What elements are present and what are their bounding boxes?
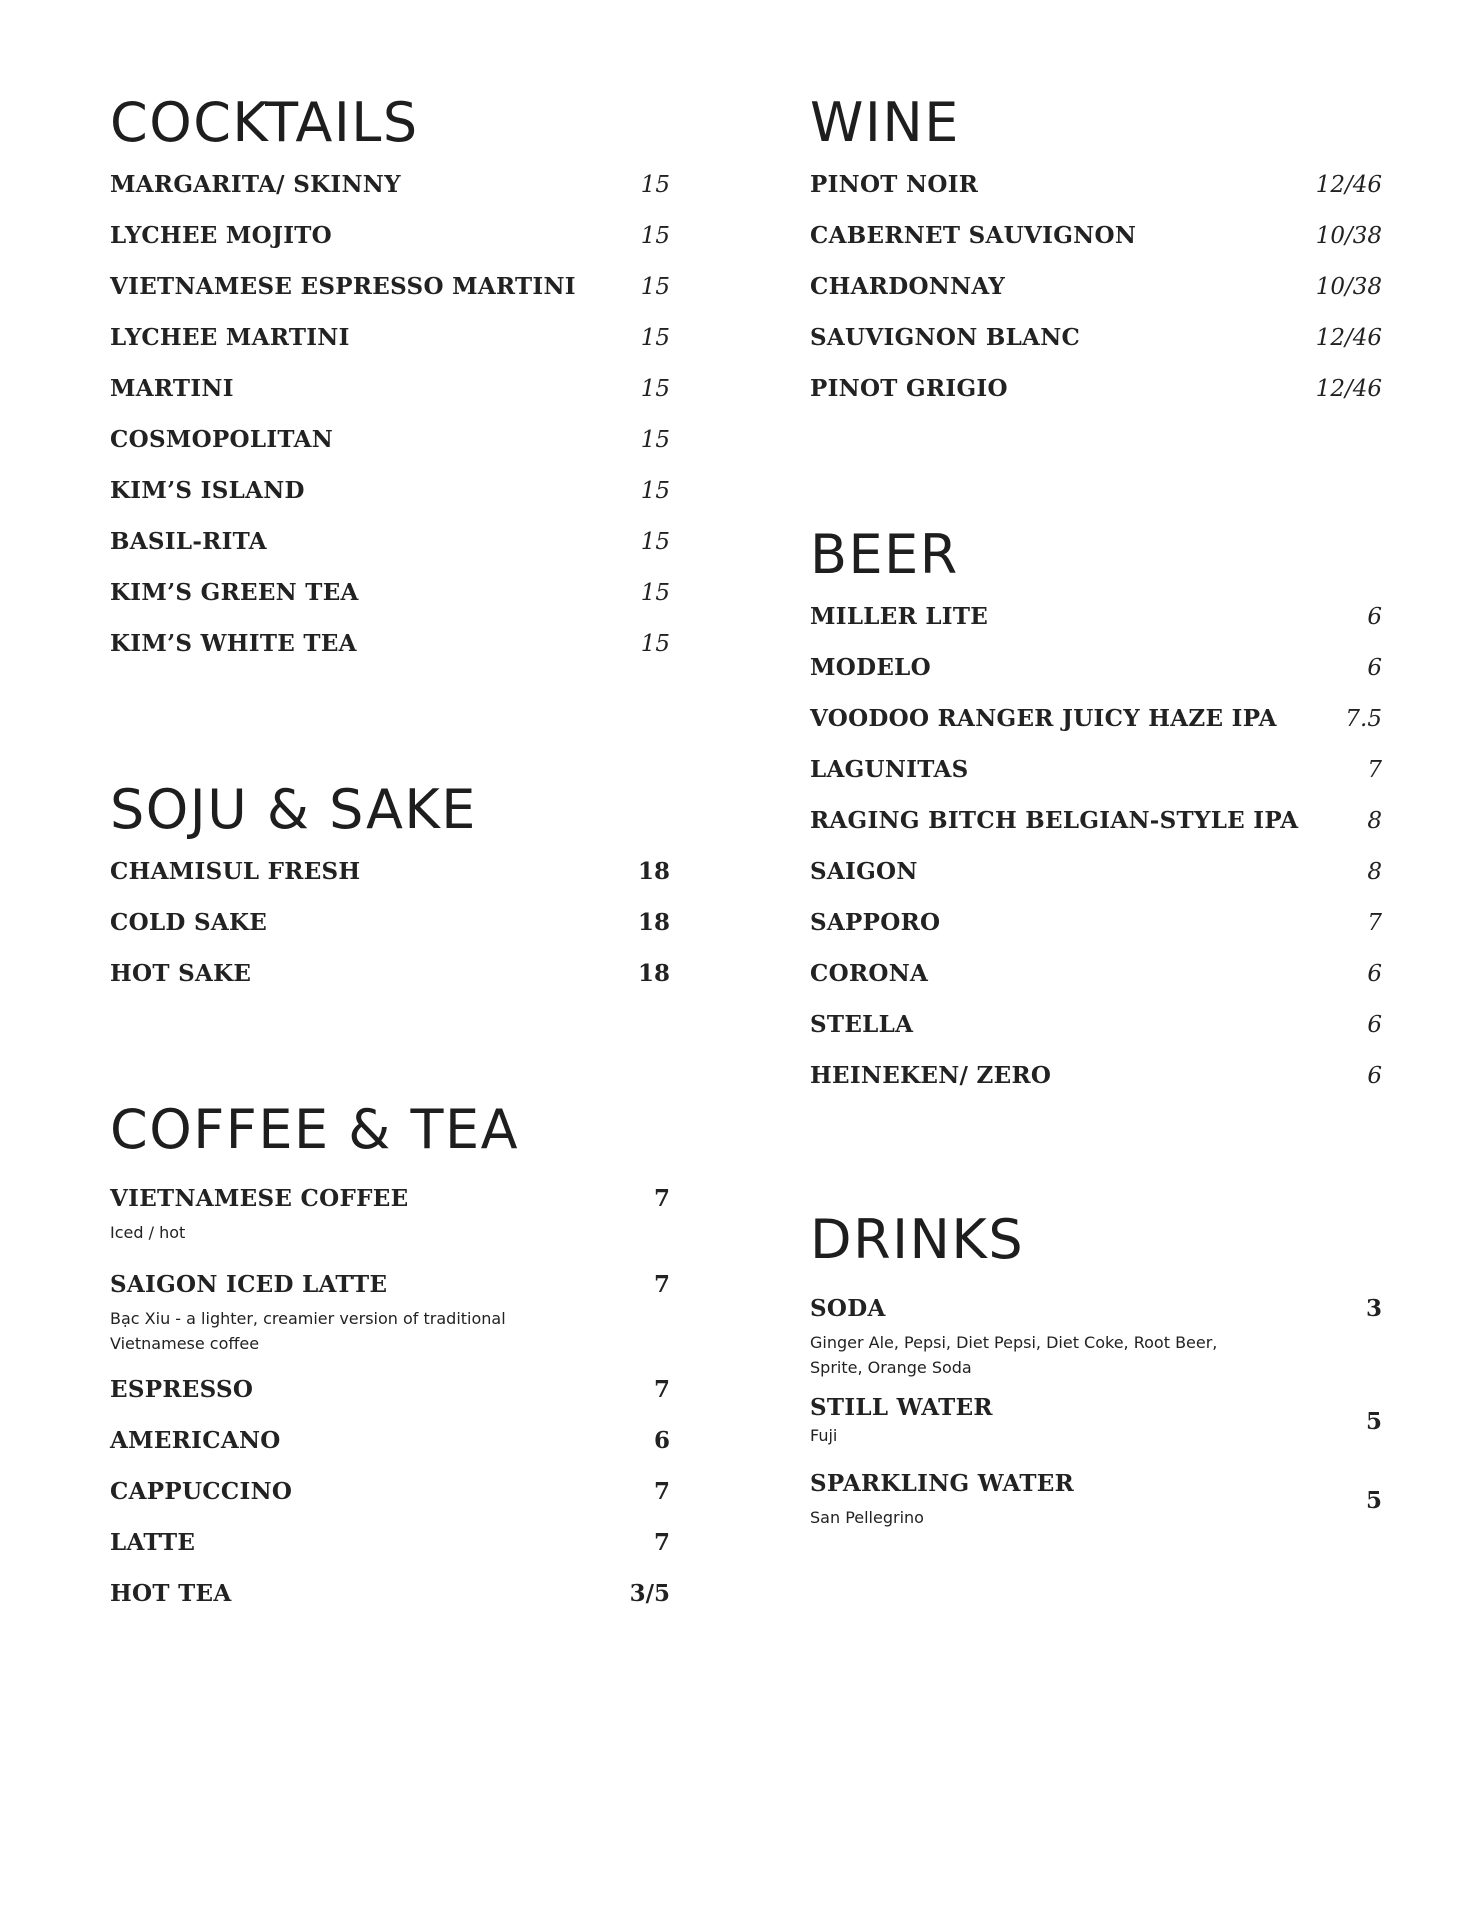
item-price: 15 xyxy=(640,580,670,606)
item-name: LAGUNITAS xyxy=(810,756,969,783)
item-price: 18 xyxy=(637,909,670,936)
section-title: BEER xyxy=(810,523,959,586)
item-name: AMERICANO xyxy=(110,1427,281,1454)
menu-item xyxy=(110,1580,670,1631)
menu-item xyxy=(110,477,670,528)
item-price: 7.5 xyxy=(1345,706,1382,732)
item-name: SPARKLING WATER xyxy=(810,1470,1074,1497)
menu-item xyxy=(810,654,1382,705)
menu-item xyxy=(810,858,1382,909)
item-name: VIETNAMESE ESPRESSO MARTINI xyxy=(110,273,576,300)
item-price: 6 xyxy=(1367,961,1382,987)
item-name: STILL WATER xyxy=(810,1394,993,1421)
section-title: DRINKS xyxy=(810,1208,1025,1271)
item-name: CHARDONNAY xyxy=(810,273,1006,300)
item-price: 5 xyxy=(1365,1486,1382,1514)
item-price: 15 xyxy=(640,172,670,198)
section-title: COFFEE & TEA xyxy=(110,1098,520,1161)
coffee-tea-section xyxy=(110,1098,670,1631)
item-name: HOT SAKE xyxy=(110,960,252,987)
menu-item xyxy=(810,1470,1382,1530)
item-price: 15 xyxy=(640,478,670,504)
item-name: SAUVIGNON BLANC xyxy=(810,324,1081,351)
item-name: SAIGON xyxy=(810,858,918,885)
menu-item xyxy=(110,1376,670,1427)
menu-item xyxy=(110,426,670,477)
item-price: 7 xyxy=(653,1376,670,1403)
item-price: 6 xyxy=(1367,604,1382,630)
item-price: 15 xyxy=(640,274,670,300)
menu-item xyxy=(810,1394,1382,1448)
item-name: MARGARITA/ SKINNY xyxy=(110,171,401,198)
item-price: 15 xyxy=(640,376,670,402)
item-name: COSMOPOLITAN xyxy=(110,426,334,453)
item-price: 6 xyxy=(1367,1012,1382,1038)
menu-item xyxy=(810,909,1382,960)
item-price: 18 xyxy=(637,858,670,885)
item-price: 3/5 xyxy=(629,1580,670,1607)
menu-item xyxy=(810,1062,1382,1113)
menu-item xyxy=(110,171,670,222)
item-name: SAPPORO xyxy=(810,909,941,936)
item-name: CABERNET SAUVIGNON xyxy=(810,222,1137,249)
item-name: KIM’S GREEN TEA xyxy=(110,579,359,606)
item-price: 8 xyxy=(1367,859,1382,885)
item-name: SAIGON ICED LATTE xyxy=(110,1271,388,1298)
item-price: 7 xyxy=(653,1478,670,1505)
item-name: HOT TEA xyxy=(110,1580,232,1607)
item-name: VOODOO RANGER JUICY HAZE IPA xyxy=(810,705,1277,732)
item-name: BASIL-RITA xyxy=(110,528,267,555)
drinks-section xyxy=(810,1208,1382,1530)
item-name: MILLER LITE xyxy=(810,603,989,630)
item-price: 7 xyxy=(653,1185,670,1212)
menu-item xyxy=(110,1529,670,1580)
menu-item xyxy=(810,375,1382,426)
item-price: 6 xyxy=(1367,1063,1382,1089)
menu-item xyxy=(110,324,670,375)
item-name: MARTINI xyxy=(110,375,234,402)
item-price: 6 xyxy=(1367,655,1382,681)
item-name: STELLA xyxy=(810,1011,914,1038)
menu-item xyxy=(110,630,670,681)
item-price: 15 xyxy=(640,631,670,657)
item-name: SODA xyxy=(810,1295,886,1322)
menu-item xyxy=(810,324,1382,375)
menu-item xyxy=(810,807,1382,858)
item-price: 8 xyxy=(1367,808,1382,834)
menu-item xyxy=(810,1295,1382,1380)
item-description: Bạc Xiu - a lighter, creamier version of traditional Vietnamese coffee xyxy=(110,1309,506,1353)
beer-section xyxy=(810,523,1382,1113)
item-name: VIETNAMESE COFFEE xyxy=(110,1185,409,1212)
menu-item xyxy=(810,603,1382,654)
cocktails-section xyxy=(110,91,670,681)
item-name: PINOT GRIGIO xyxy=(810,375,1008,402)
item-price: 15 xyxy=(640,427,670,453)
item-name: PINOT NOIR xyxy=(810,171,979,198)
item-description: Ginger Ale, Pepsi, Diet Pepsi, Diet Coke, Root Beer, Sprite, Orange Soda xyxy=(810,1333,1218,1377)
item-price: 7 xyxy=(653,1271,670,1298)
menu-item xyxy=(110,960,670,1011)
item-name: KIM’S WHITE TEA xyxy=(110,630,357,657)
item-price: 7 xyxy=(1367,757,1382,783)
menu-left-column xyxy=(110,91,670,1631)
item-price: 15 xyxy=(640,529,670,555)
item-name: CORONA xyxy=(810,960,929,987)
item-price: 12/46 xyxy=(1315,172,1382,198)
item-description: San Pellegrino xyxy=(810,1508,924,1527)
item-price: 10/38 xyxy=(1315,274,1382,300)
item-description: Fuji xyxy=(810,1426,838,1445)
item-price: 7 xyxy=(1367,910,1382,936)
section-title: SOJU & SAKE xyxy=(110,778,477,841)
item-price: 18 xyxy=(637,960,670,987)
item-price: 12/46 xyxy=(1315,325,1382,351)
menu-item xyxy=(110,1271,670,1356)
menu-right-column xyxy=(810,91,1382,1552)
item-name: HEINEKEN/ ZERO xyxy=(810,1062,1052,1089)
item-name: COLD SAKE xyxy=(110,909,268,936)
item-name: KIM’S ISLAND xyxy=(110,477,305,504)
menu-item xyxy=(110,1427,670,1478)
item-name: ESPRESSO xyxy=(110,1376,254,1403)
section-title: WINE xyxy=(810,91,960,154)
soju-sake-section xyxy=(110,778,670,1011)
item-price: 3 xyxy=(1365,1295,1382,1322)
menu-item xyxy=(810,171,1382,222)
item-name: LATTE xyxy=(110,1529,196,1556)
menu-item xyxy=(110,1478,670,1529)
menu-item xyxy=(110,1185,670,1245)
menu-item xyxy=(810,1011,1382,1062)
menu-item xyxy=(810,960,1382,1011)
menu-item xyxy=(110,579,670,630)
menu-item xyxy=(110,858,670,909)
item-price: 6 xyxy=(653,1427,670,1454)
menu-item xyxy=(810,756,1382,807)
menu-item xyxy=(110,528,670,579)
item-name: MODELO xyxy=(810,654,931,681)
item-name: LYCHEE MOJITO xyxy=(110,222,333,249)
item-price: 15 xyxy=(640,325,670,351)
item-price: 5 xyxy=(1365,1407,1382,1435)
item-description: Iced / hot xyxy=(110,1223,186,1242)
item-name: CHAMISUL FRESH xyxy=(110,858,361,885)
menu-item xyxy=(810,273,1382,324)
menu-item xyxy=(110,909,670,960)
menu-item xyxy=(810,222,1382,273)
wine-section xyxy=(810,91,1382,426)
item-name: RAGING BITCH BELGIAN-STYLE IPA xyxy=(810,807,1299,834)
section-title: COCKTAILS xyxy=(110,91,419,154)
item-name: LYCHEE MARTINI xyxy=(110,324,350,351)
item-price: 12/46 xyxy=(1315,376,1382,402)
item-price: 10/38 xyxy=(1315,223,1382,249)
item-name: CAPPUCCINO xyxy=(110,1478,293,1505)
item-price: 7 xyxy=(653,1529,670,1556)
menu-item xyxy=(810,705,1382,756)
menu-item xyxy=(110,222,670,273)
item-price: 15 xyxy=(640,223,670,249)
menu-item xyxy=(110,375,670,426)
menu-item xyxy=(110,273,670,324)
